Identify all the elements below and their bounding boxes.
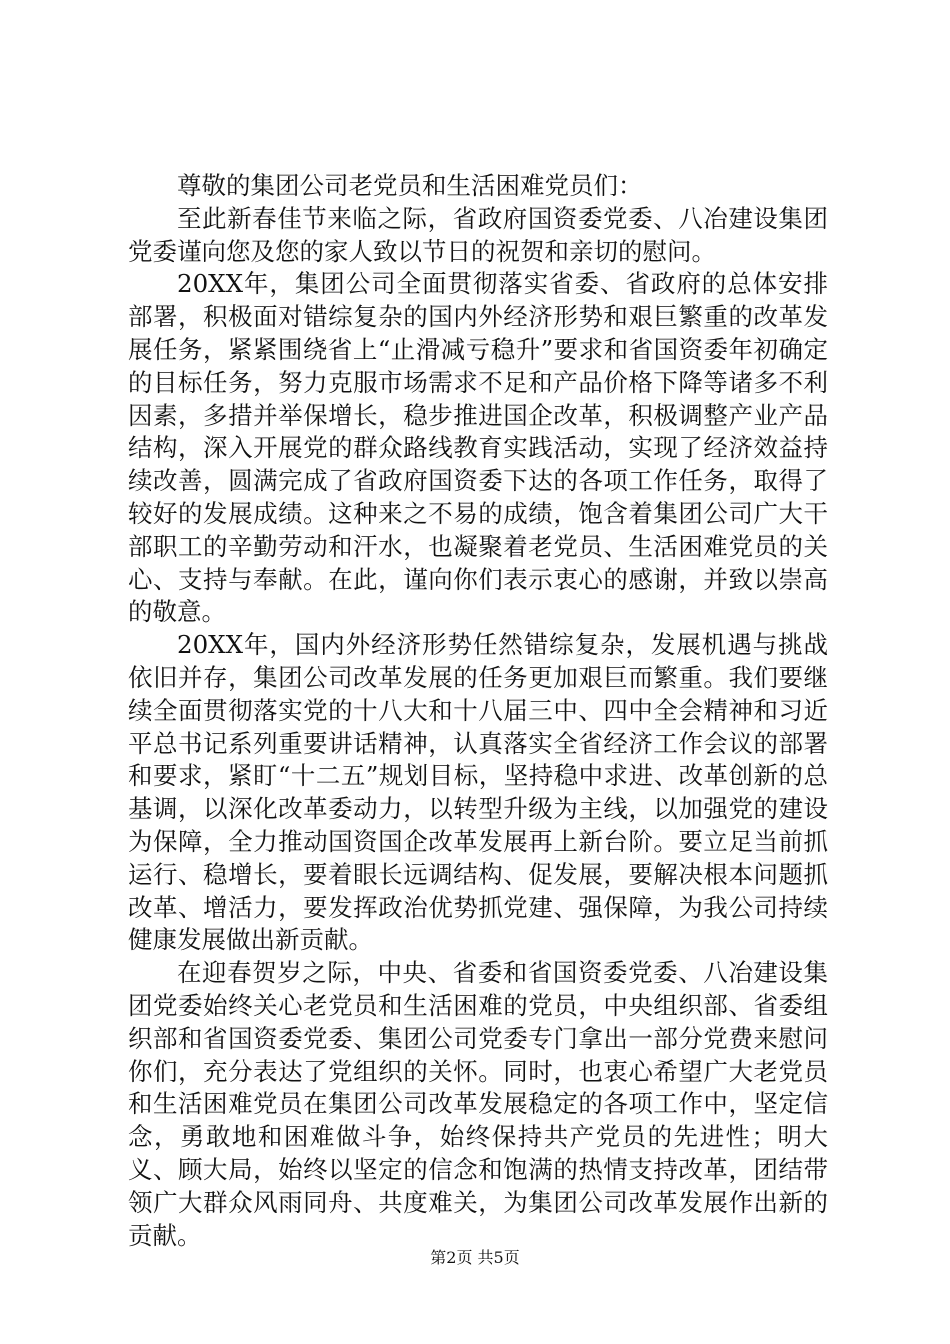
letter-body <box>128 170 828 1252</box>
paragraph-closing: 在迎春贺岁之际，中央、省委和省国资委党委、八冶建设集团党委始终关心老党员和生活困难的党员，中央组织部、省委组织部和省国资委党委、集团公司党委专门拿出一部分党费来慰问你们，充分表达了党组织的关怀。同时，也衷心希望广大老党员和生活困难党员在集团公司改革发展稳定的各项工作中，坚定信念，勇敢地和困难做斗争，始终保持共产党员的先进性；明大义、顾大局，始终以坚定的信念和饱满的热情支持改革，团结带领广大群众风雨同舟、共度难关，为集团公司改革发展作出新的贡献。 <box>128 958 828 1250</box>
paragraph-greeting: 至此新春佳节来临之际，省政府国资委党委、八冶建设集团党委谨向您及您的家人致以节日的祝贺和亲切的慰问。 <box>128 203 828 266</box>
paragraph-review: 20XX年，集团公司全面贯彻落实省委、省政府的总体安排部署，积极面对错综复杂的国内外经济形势和艰巨繁重的改革发展任务，紧紧围绕省上“止滑减亏稳升”要求和省国资委年初确定的目标任务，努力克服市场需求不足和产品价格下降等诸多不利因素，多措并举保增长，稳步推进国企改革，积极调整产业产品结构，深入开展党的群众路线教育实践活动，实现了经济效益持续改善，圆满完成了省政府国资委下达的各项工作任务，取得了较好的发展成绩。这种来之不易的成绩，饱含着集团公司广大干部职工的辛勤劳动和汗水，也凝聚着老党员、生活困难党员的关心、支持与奉献。在此，谨向你们表示衷心的感谢，并致以崇高的敬意。 <box>128 269 828 627</box>
page-number: 第2页 共5页 <box>430 1248 520 1267</box>
paragraph-outlook: 20XX年，国内外经济形势任然错综复杂，发展机遇与挑战依旧并存，集团公司改革发展的任务更加艰巨而繁重。我们要继续全面贯彻落实党的十八大和十八届三中、四中全会精神和习近平总书记系列重要讲话精神，认真落实全省经济工作会议的部署和要求，紧盯“十二五”规划目标，坚持稳中求进、改革创新的总基调，以深化改革委动力，以转型升级为主线，以加强党的建设为保障，全力推动国资国企改革发展再上新台阶。要立足当前抓运行、稳增长，要着眼长远调结构、促发展，要解决根本问题抓改革、增活力，要发挥政治优势抓党建、强保障，为我公司持续健康发展做出新贡献。 <box>128 630 828 955</box>
salutation: 尊敬的集团公司老党员和生活困难党员们： <box>177 171 643 200</box>
